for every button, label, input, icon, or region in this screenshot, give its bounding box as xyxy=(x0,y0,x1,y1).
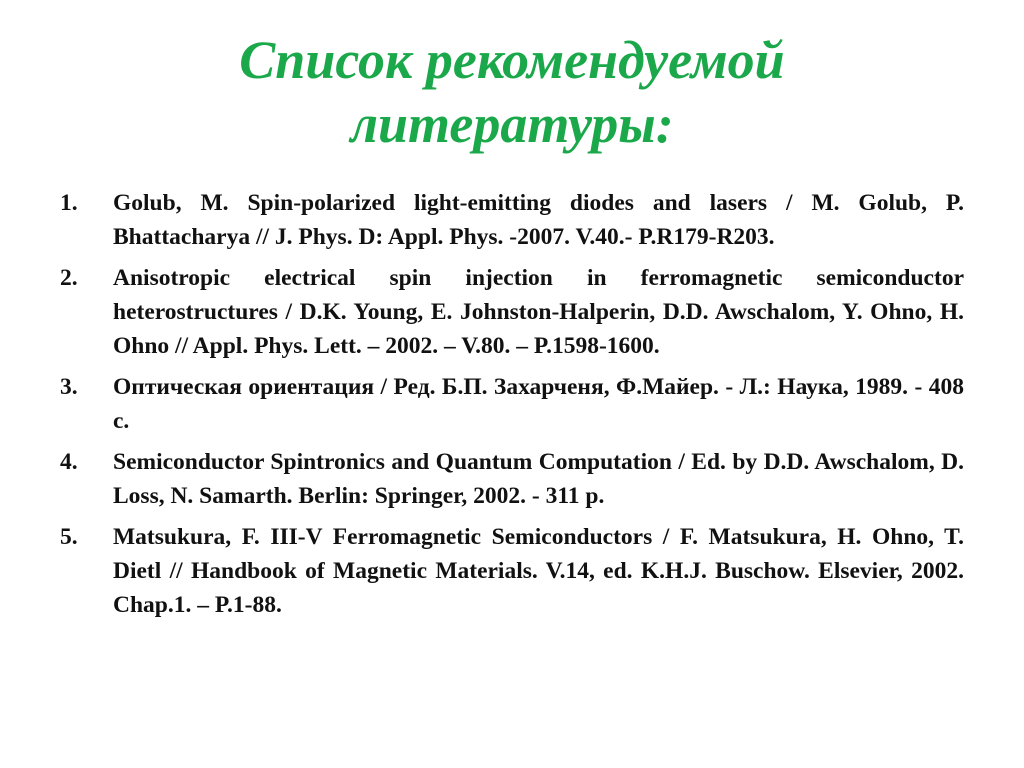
reference-number: 5. xyxy=(60,524,78,550)
slide-title xyxy=(60,28,964,156)
reference-text: Matsukura, F. III-V Ferromagnetic Semiconductors / F. Matsukura, H. Ohno, T. Dietl // Handbook of Magnetic Materials. V.14, ed. K.H.J. Buschow. Elsevier, 2002. Chap.1. – P.1-88. xyxy=(113,524,964,618)
reference-item-2 xyxy=(60,261,964,363)
slide-title-line-2: литературы: xyxy=(350,94,674,154)
reference-text: Semiconductor Spintronics and Quantum Computation / Ed. by D.D. Awschalom, D. Loss, N. Samarth. Berlin: Springer, 2002. - 311 p. xyxy=(113,449,964,509)
reference-text: Golub, M. Spin-polarized light-emitting diodes and lasers / M. Golub, P. Bhattacharya // J. Phys. D: Appl. Phys. -2007. V.40.- P.R179-R203. xyxy=(113,190,964,250)
reference-text: Оптическая ориентация / Ред. Б.П. Захарченя, Ф.Майер. - Л.: Наука, 1989. - 408 с. xyxy=(113,374,964,434)
reference-number: 3. xyxy=(60,374,78,400)
reference-item-1 xyxy=(60,186,964,254)
reference-text: Anisotropic electrical spin injection in ferromagnetic semiconductor heterostructures / D.K. Young, E. Johnston-Halperin, D.D. Awschalom, Y. Ohno, H. Ohno // Appl. Phys. Lett. – 2002. – V.80. – P.1598-1600. xyxy=(113,265,964,359)
reference-number: 1. xyxy=(60,190,78,216)
slide-title-line-1: Список рекомендуемой xyxy=(239,30,785,90)
reference-number: 2. xyxy=(60,265,78,291)
reference-number: 4. xyxy=(60,449,78,475)
reference-item-4 xyxy=(60,445,964,513)
reference-item-5 xyxy=(60,520,964,622)
reference-list xyxy=(60,186,964,629)
reference-item-3 xyxy=(60,370,964,438)
